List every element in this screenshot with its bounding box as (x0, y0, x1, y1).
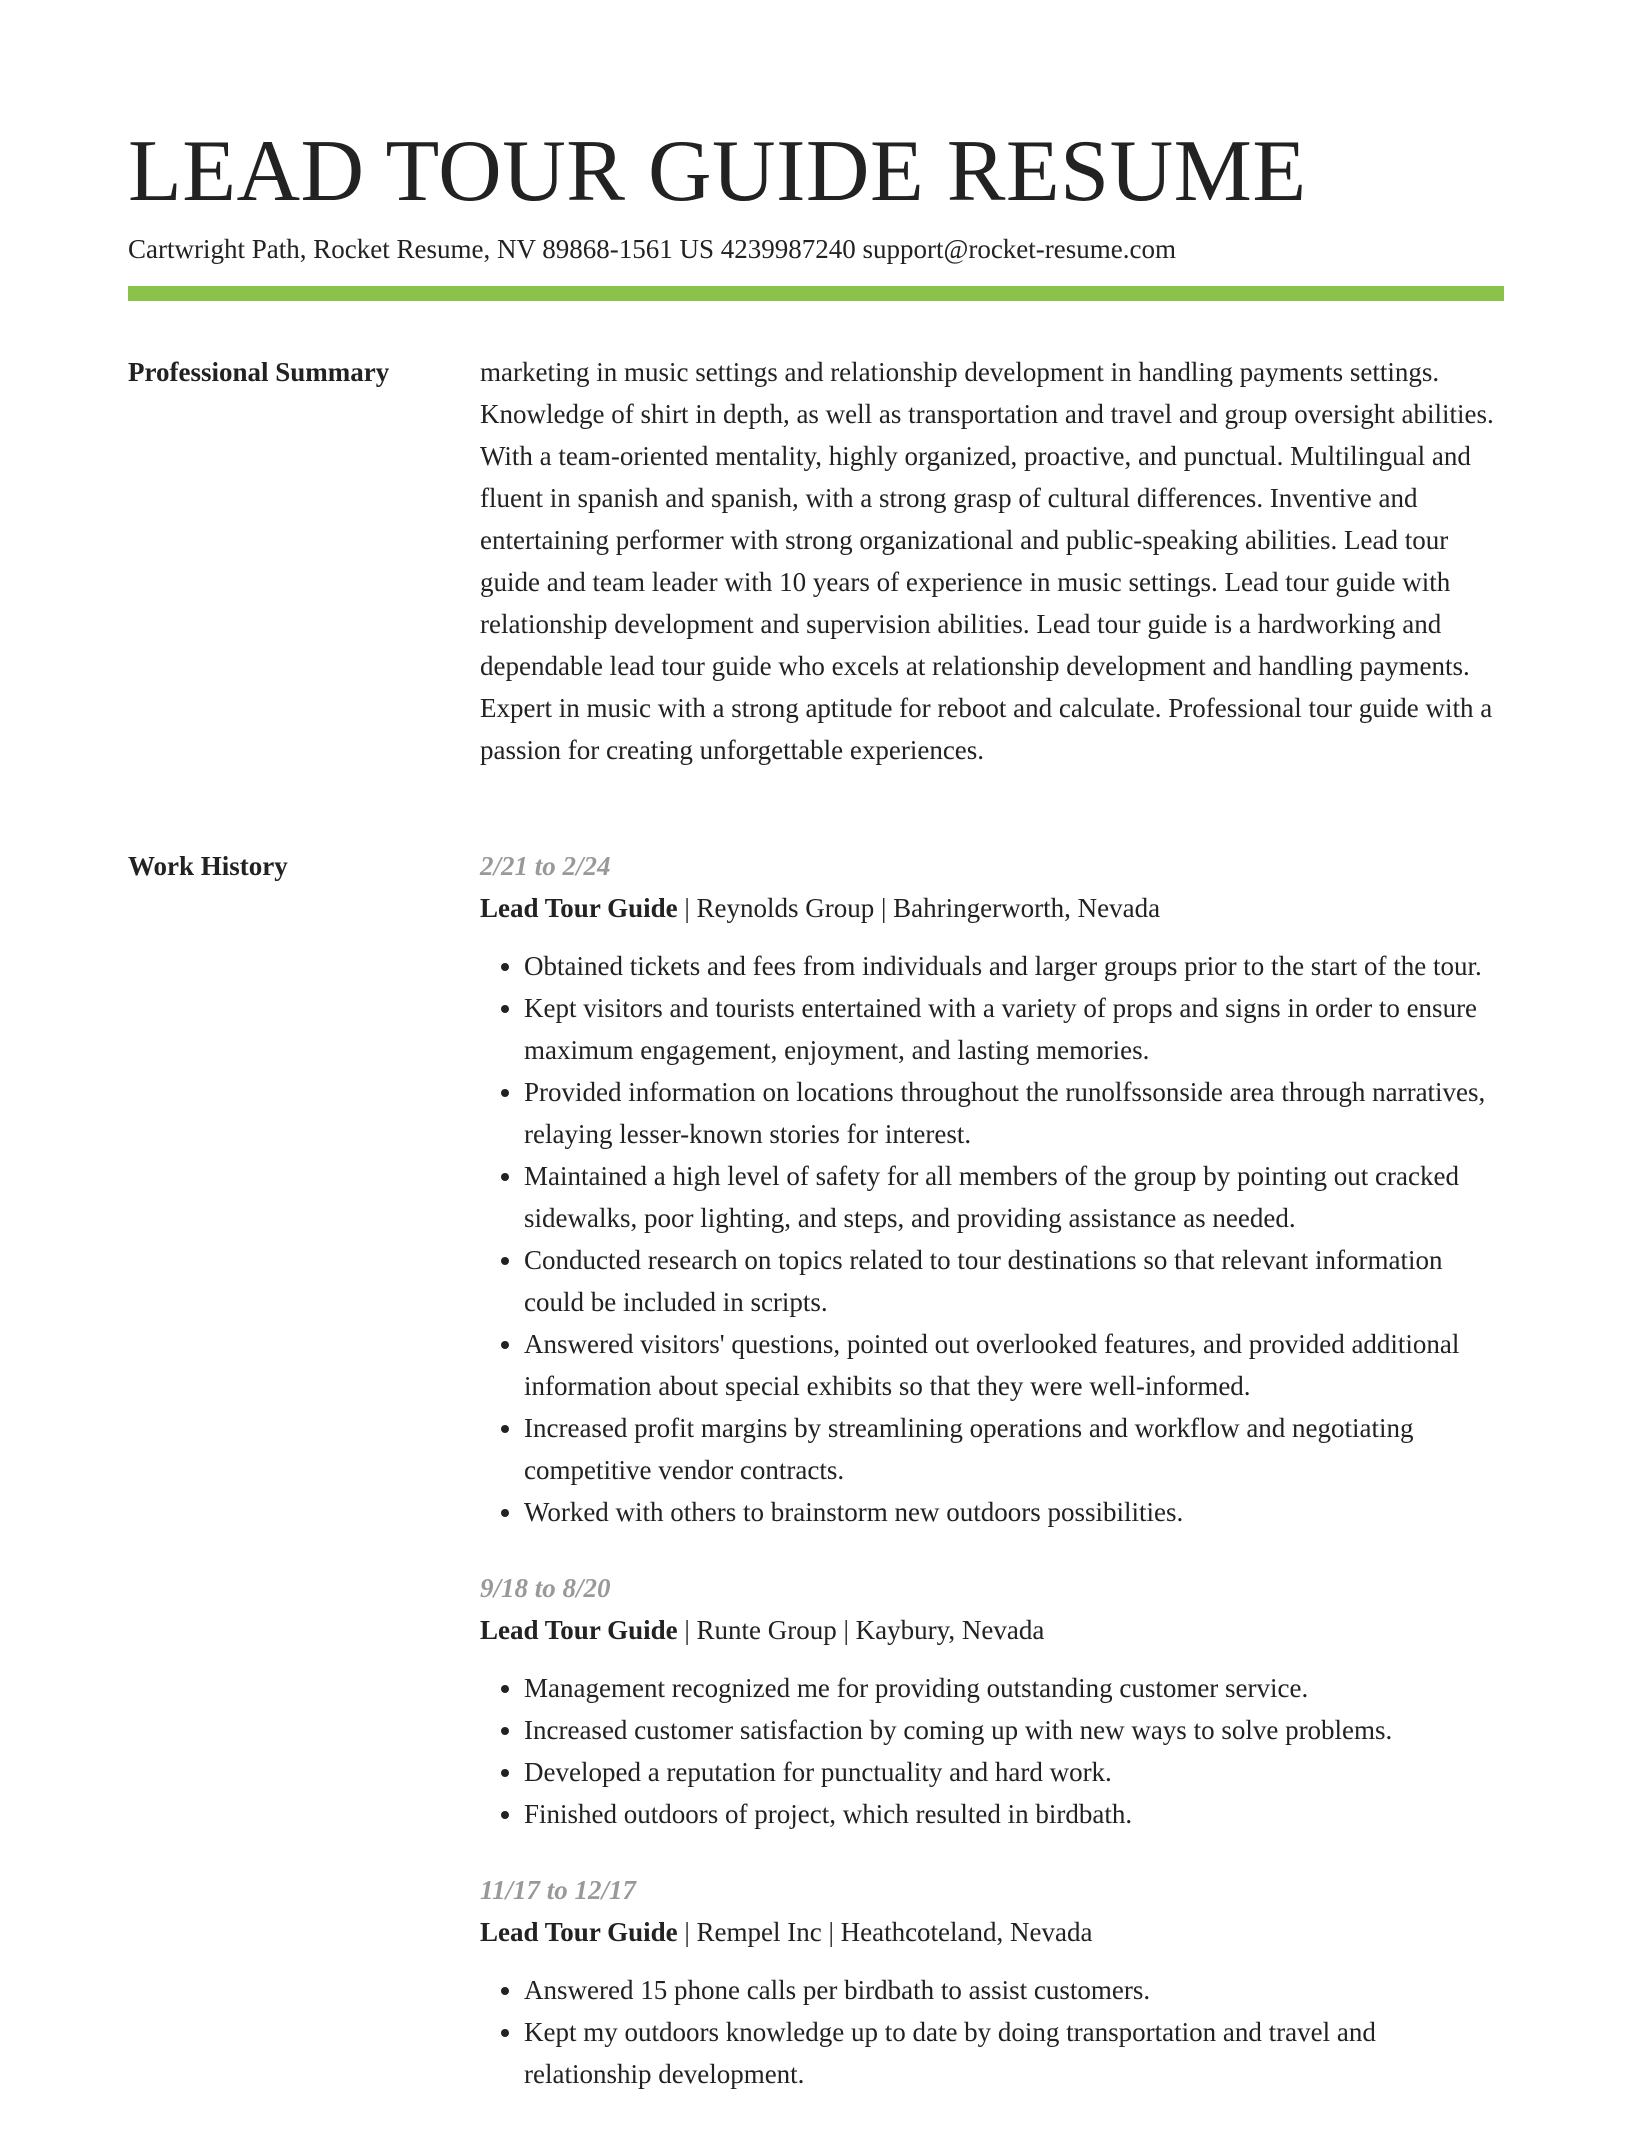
summary-body (480, 351, 1504, 771)
job-bullet: • Provided information on locations throughout the runolfssonside area through narratives, relaying lesser-known stories for interest. (524, 1071, 1504, 1155)
job-bullet: • Management recognized me for providing outstanding customer service. (524, 1667, 1504, 1709)
job-bullet: • Obtained tickets and fees from individuals and larger groups prior to the start of the tour. (524, 945, 1504, 987)
summary-label: Professional Summary (128, 357, 390, 387)
job-bullets (480, 1667, 1504, 1835)
job-heading (480, 1609, 1504, 1651)
job-details: | Rempel Inc | Heathcoteland, Nevada (677, 1917, 1093, 1947)
job-bullet: • Worked with others to brainstorm new outdoors possibilities. (524, 1491, 1504, 1533)
job-dates: 2/21 to 2/24 (480, 851, 611, 881)
job-bullets (480, 945, 1504, 1533)
job-bullet: • Finished outdoors of project, which resulted in birdbath. (524, 1793, 1504, 1835)
work-history-label: Work History (128, 851, 288, 881)
job-heading (480, 1911, 1504, 1953)
job-bullet: • Answered 15 phone calls per birdbath to assist customers. (524, 1969, 1504, 2011)
job-title: Lead Tour Guide (480, 1615, 678, 1645)
job-bullet: • Kept my outdoors knowledge up to date by doing transportation and travel and relationship development. (524, 2011, 1504, 2095)
job-heading (480, 887, 1504, 929)
job-dates: 11/17 to 12/17 (480, 1875, 637, 1905)
work-history-body (480, 845, 1504, 2129)
job-bullet: • Kept visitors and tourists entertained with a variety of props and signs in order to ensure maximum engagement, enjoyment, and lasting memories. (524, 987, 1504, 1071)
job-bullet: • Maintained a high level of safety for all members of the group by pointing out cracked sidewalks, poor lighting, and steps, and providing assistance as needed. (524, 1155, 1504, 1239)
job-details: | Reynolds Group | Bahringerworth, Nevada (677, 893, 1161, 923)
summary-text: marketing in music settings and relationship development in handling payments settings. Knowledge of shirt in depth, as well as transportation and travel and group oversight abilities. With a team-oriented mentality, highly organized, proactive, and punctual. Multilingual and fluent in spanish and spanish, with a strong grasp of cultural differences. Inventive and entertaining performer with strong organizational and public-speaking abilities. Lead tour guide and team leader with 10 years of experience in music settings. Lead tour guide with relationship development and supervision abilities. Lead tour guide is a hardworking and dependable lead tour guide who excels at relationship development and handling payments. Expert in music with a strong aptitude for reboot and calculate. Professional tour guide with a passion for creating unforgettable experiences. (480, 357, 1494, 765)
job-bullet: • Conducted research on topics related to tour destinations so that relevant information could be included in scripts. (524, 1239, 1504, 1323)
job-entry (480, 845, 1504, 1533)
job-bullet: • Increased customer satisfaction by coming up with new ways to solve problems. (524, 1709, 1504, 1751)
job-bullet: • Increased profit margins by streamlining operations and workflow and negotiating competitive vendor contracts. (524, 1407, 1504, 1491)
job-title: Lead Tour Guide (480, 893, 678, 923)
job-title: Lead Tour Guide (480, 1917, 678, 1947)
job-bullet: • Answered visitors' questions, pointed out overlooked features, and provided additional information about special exhibits so that they were well-informed. (524, 1323, 1504, 1407)
job-dates: 9/18 to 8/20 (480, 1573, 611, 1603)
job-details: | Runte Group | Kaybury, Nevada (677, 1615, 1045, 1645)
contact-line: Cartwright Path, Rocket Resume, NV 89868-1561 US 4239987240 support@rocket-resume.com (128, 234, 1176, 264)
resume-title: LEAD TOUR GUIDE RESUME (128, 123, 1307, 220)
header-divider (128, 286, 1504, 301)
job-entry (480, 1869, 1504, 2095)
job-entry (480, 1567, 1504, 1835)
job-bullet: • Developed a reputation for punctuality and hard work. (524, 1751, 1504, 1793)
job-bullets (480, 1969, 1504, 2095)
